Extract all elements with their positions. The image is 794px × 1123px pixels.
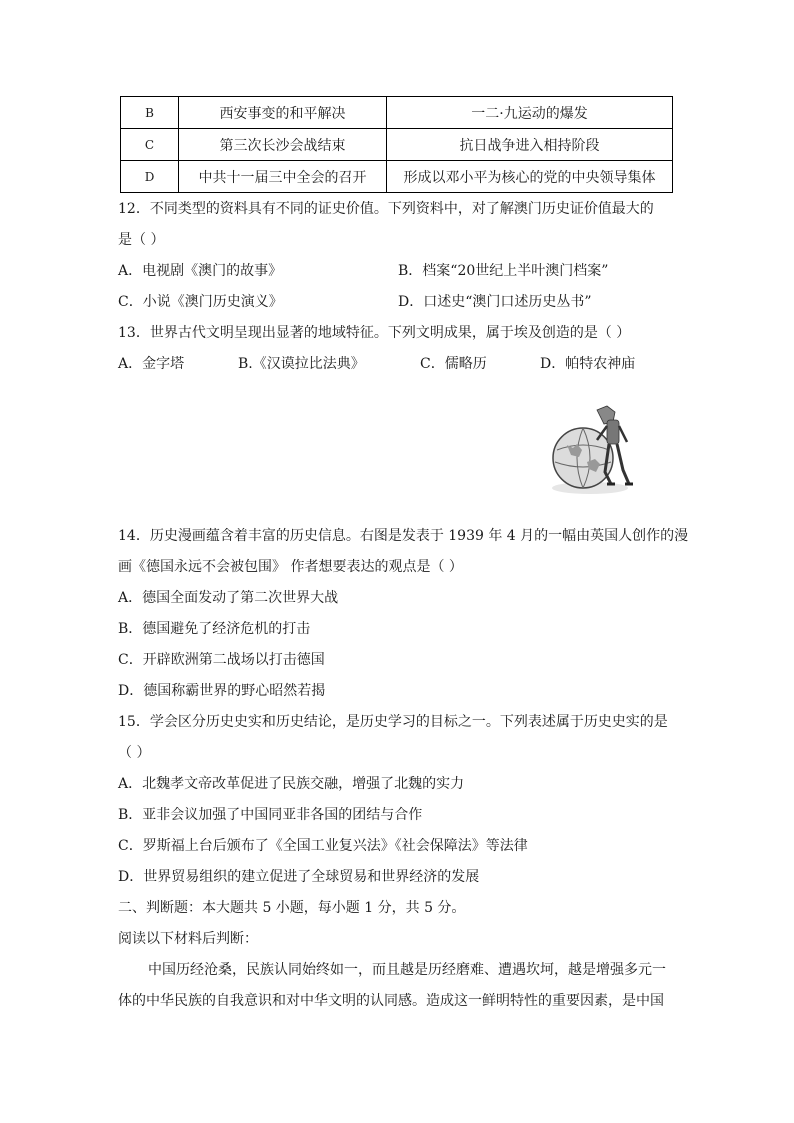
q14-option-b[interactable]: B．德国避免了经济危机的打击 — [118, 621, 311, 637]
q14-option-a[interactable]: A．德国全面发动了第二次世界大战 — [118, 590, 339, 606]
q12-stem-line2: 是（ ） — [118, 232, 165, 248]
q14-stem-line2: 画《德国永远不会被包围》 作者想要表达的观点是（ ） — [118, 559, 463, 575]
q12-option-c[interactable]: C．小说《澳门历史演义》 — [118, 294, 283, 310]
section-heading: 二、判断题：本大题共 5 小题，每小题 1 分，共 5 分。 — [118, 900, 466, 916]
q12-option-d[interactable]: D．口述史“澳门口述历史丛书” — [398, 294, 592, 310]
table-row — [121, 129, 673, 161]
q13-stem: 13．世界古代文明呈现出显著的地域特征。下列文明成果，属于埃及创造的是（ ） — [118, 325, 631, 341]
row-event: 中共十一届三中全会的召开 — [179, 161, 387, 193]
material-paragraph-line1: 中国历经沧桑，民族认同始终如一，而且越是历经磨难、遭遇坎坷，越是增强多元一 — [148, 962, 666, 978]
material-paragraph-line2: 体的中华民族的自我意识和对中华文明的认同感。造成这一鲜明特性的重要因素，是中国 — [118, 993, 664, 1009]
options-table — [120, 96, 673, 193]
q14-option-d[interactable]: D．德国称霸世界的野心昭然若揭 — [118, 683, 326, 699]
row-result: 抗日战争进入相持阶段 — [387, 129, 673, 161]
cartoon-image — [545, 400, 645, 500]
q13-option-c[interactable]: C．儒略历 — [420, 356, 487, 372]
row-label: D — [121, 161, 179, 193]
table-row — [121, 97, 673, 129]
row-result: 形成以邓小平为核心的党的中央领导集体 — [387, 161, 673, 193]
row-event: 第三次长沙会战结束 — [179, 129, 387, 161]
table-row — [121, 161, 673, 193]
row-label: C — [121, 129, 179, 161]
globe-cartoon-icon — [545, 400, 645, 500]
q15-option-b[interactable]: B．亚非会议加强了中国同亚非各国的团结与合作 — [118, 807, 423, 823]
q14-option-c[interactable]: C．开辟欧洲第二战场以打击德国 — [118, 652, 325, 668]
q12-option-b[interactable]: B．档案“20世纪上半叶澳门档案” — [398, 263, 609, 279]
q13-option-b[interactable]: B.《汉谟拉比法典》 — [238, 356, 365, 372]
q14-stem-line1: 14．历史漫画蕴含着丰富的历史信息。右图是发表于 1939 年 4 月的一幅由英国人创作的漫 — [118, 528, 689, 544]
q15-option-c[interactable]: C．罗斯福上台后颁布了《全国工业复兴法》《社会保障法》等法律 — [118, 838, 528, 854]
q12-option-a[interactable]: A．电视剧《澳门的故事》 — [118, 263, 283, 279]
row-label: B — [121, 97, 179, 129]
row-result: 一二·九运动的爆发 — [387, 97, 673, 129]
q12-stem-line1: 12．不同类型的资料具有不同的证史价值。下列资料中，对了解澳门历史证价值最大的 — [118, 201, 654, 217]
q13-option-a[interactable]: A．金字塔 — [118, 356, 185, 372]
section-intro: 阅读以下材料后判断： — [118, 931, 258, 947]
q15-option-d[interactable]: D．世界贸易组织的建立促进了全球贸易和世界经济的发展 — [118, 869, 480, 885]
q13-option-d[interactable]: D．帕特农神庙 — [540, 356, 636, 372]
row-event: 西安事变的和平解决 — [179, 97, 387, 129]
q15-stem-line1: 15．学会区分历史史实和历史结论，是历史学习的目标之一。下列表述属于历史史实的是 — [118, 714, 668, 730]
q15-stem-line2: （ ） — [118, 745, 151, 761]
q15-option-a[interactable]: A．北魏孝文帝改革促进了民族交融，增强了北魏的实力 — [118, 776, 465, 792]
